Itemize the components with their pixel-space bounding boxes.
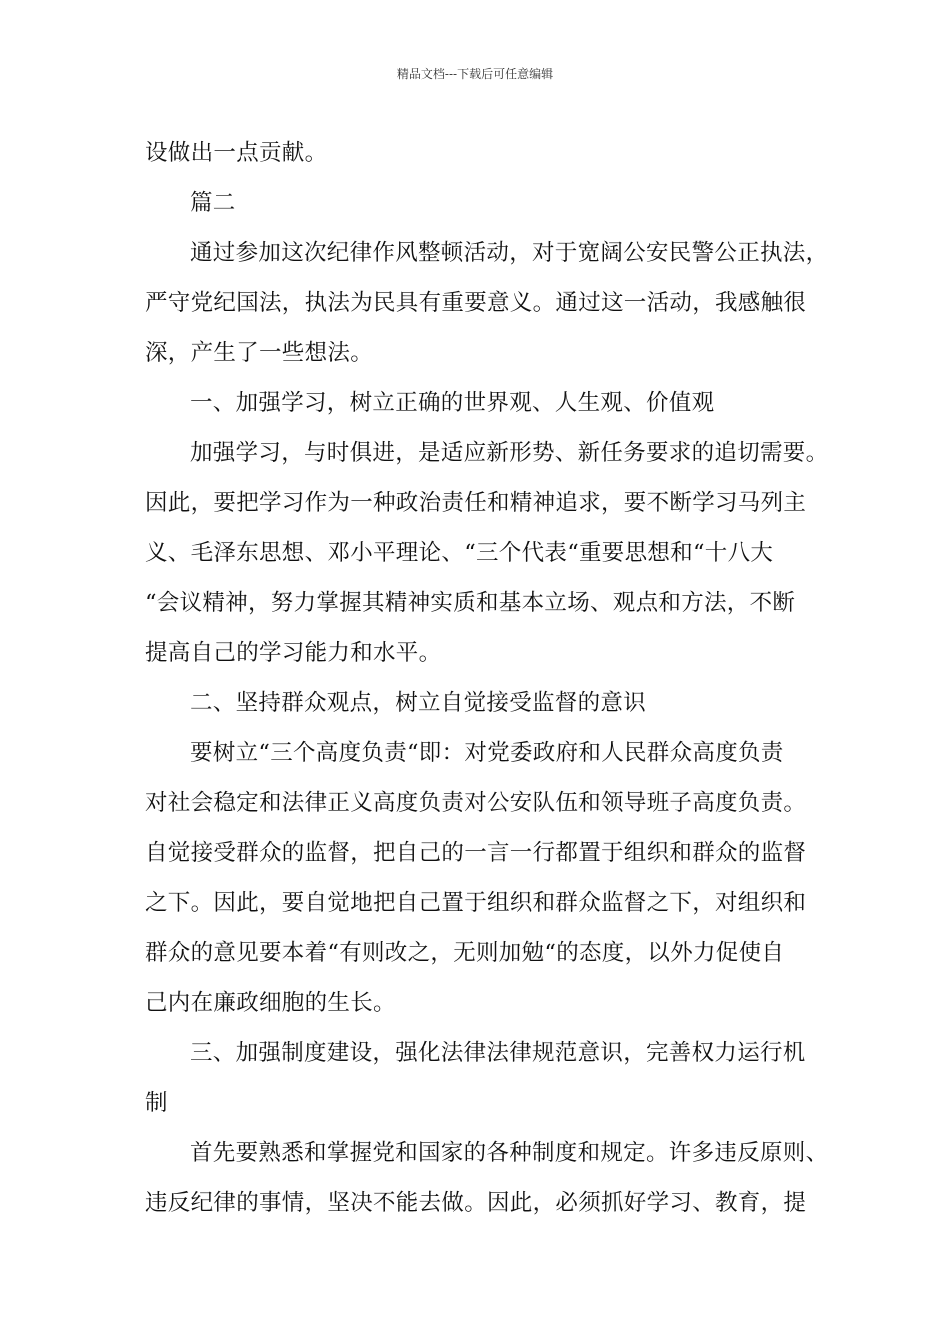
text-line: 设做出一点贡献。 <box>145 140 328 166</box>
section-heading: 篇二 <box>190 190 236 216</box>
text-line: 深，产生了一些想法。 <box>145 340 374 366</box>
text-line: 严守党纪国法，执法为民具有重要意义。通过这一活动，我感触很 <box>145 290 807 316</box>
section-heading: 二、坚持群众观点，树立自觉接受监督的意识 <box>190 690 647 716</box>
text-line: 加强学习，与时俱进，是适应新形势、新任务要求的追切需要。 <box>190 440 829 466</box>
header-watermark: 精品文档---下载后可任意编辑 <box>396 67 554 81</box>
section-heading: 三、加强制度建设，强化法律法律规范意识，完善权力运行机 <box>190 1040 806 1066</box>
text-line: 己内在廉政细胞的生长。 <box>145 990 396 1016</box>
text-line: 首先要熟悉和掌握党和国家的各种制度和规定。许多违反原则、 <box>190 1140 829 1166</box>
text-line: 制 <box>145 1090 168 1116</box>
text-line: 义、毛泽东思想、邓小平理论、“三个代表“重要思想和“十八大 <box>145 540 774 566</box>
text-line: 自觉接受群众的监督，把自己的一言一行都置于组织和群众的监督 <box>145 840 807 866</box>
text-line: 群众的意见要本着“有则改之，无则加勉“的态度，以外力促使自 <box>145 940 785 966</box>
text-line: 通过参加这次纪律作风整顿活动，对于宽阔公安民警公正执法， <box>190 240 829 266</box>
text-line: 提高自己的学习能力和水平。 <box>145 640 442 666</box>
document-body <box>145 128 835 1228</box>
text-line: 对社会稳定和法律正义高度负责对公安队伍和领导班子高度负责。 <box>145 790 807 816</box>
text-line: 要树立“三个高度负责“即：对党委政府和人民群众高度负责 <box>190 740 784 766</box>
text-line: 之下。因此，要自觉地把自己置于组织和群众监督之下，对组织和 <box>145 890 807 916</box>
text-line: 违反纪律的事情，坚决不能去做。因此，必须抓好学习、教育，提 <box>145 1190 807 1216</box>
text-line: “会议精神，努力掌握其精神实质和基本立场、观点和方法，不断 <box>145 590 796 616</box>
section-heading: 一、加强学习，树立正确的世界观、人生观、价值观 <box>190 390 715 416</box>
text-line: 因此，要把学习作为一种政治责任和精神追求，要不断学习马列主 <box>145 490 807 516</box>
